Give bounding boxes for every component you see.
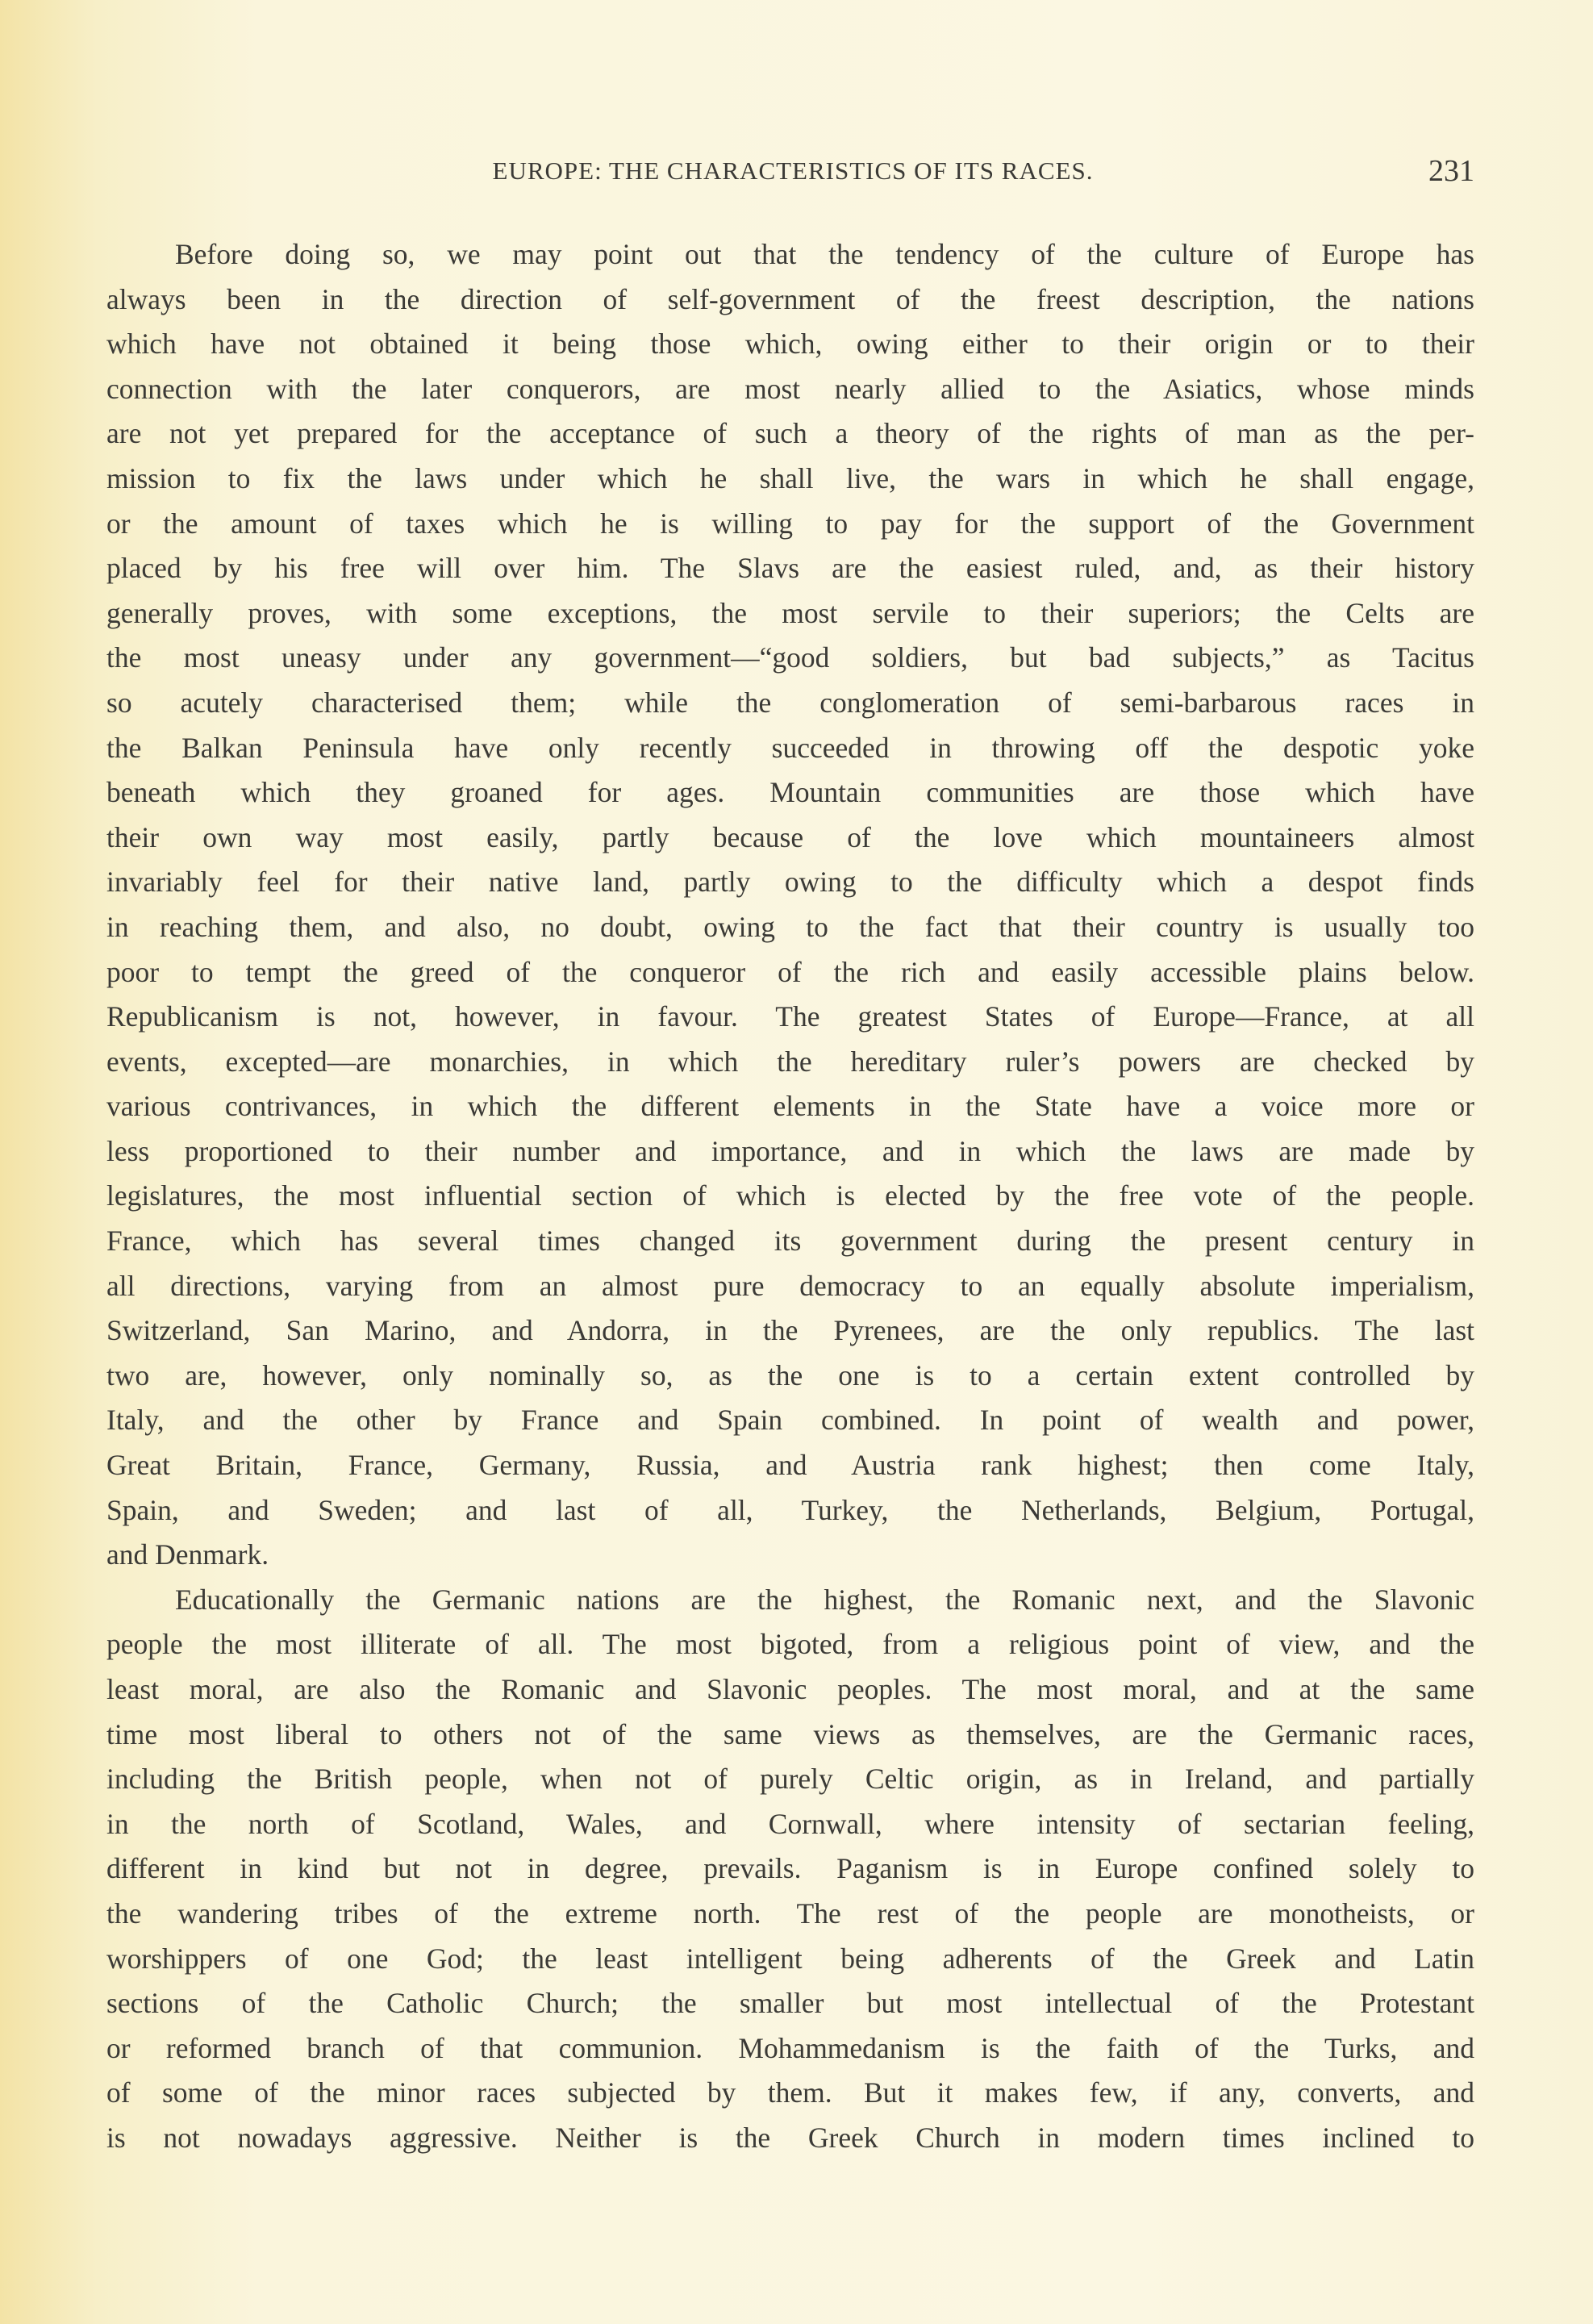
text-line: less proportioned to their number and importance, and in which the laws are made by xyxy=(106,1134,1474,1167)
text-line: Spain, and Sweden; and last of all, Turkey, the Netherlands, Belgium, Portugal, xyxy=(106,1493,1474,1526)
text-line: their own way most easily, partly because of the love which mountaineers almost xyxy=(106,820,1474,853)
text-line: least moral, are also the Romanic and Slavonic peoples. The most moral, and at the same xyxy=(106,1673,1474,1705)
text-line: people the most illiterate of all. The most bigoted, from a religious point of view, and the xyxy=(106,1628,1474,1661)
text-line: so acutely characterised them; while the conglomeration of semi-barbarous races in xyxy=(106,686,1474,719)
text-line: Educationally the Germanic nations are the highest, the Romanic next, and the Slavonic xyxy=(175,1583,1474,1616)
text-line: are not yet prepared for the acceptance of such a theory of the rights of man as the per- xyxy=(106,417,1474,450)
text-line: placed by his free will over him. The Slavs are the easiest ruled, and, as their history xyxy=(106,552,1474,585)
text-line: all directions, varying from an almost pure democracy to an equally absolute imperialism, xyxy=(106,1269,1474,1302)
text-line: poor to tempt the greed of the conqueror of the rich and easily accessible plains below. xyxy=(106,955,1474,988)
text-line: the wandering tribes of the extreme north. The rest of the people are monotheists, or xyxy=(106,1896,1474,1930)
text-line: including the British people, when not of purely Celtic origin, as in Ireland, and partially xyxy=(106,1763,1474,1796)
page-number: 231 xyxy=(1428,154,1474,188)
text-line: the Balkan Peninsula have only recently succeeded in throwing off the despotic yoke xyxy=(106,731,1474,764)
text-line: of some of the minor races subjected by them. But it makes few, if any, converts, and xyxy=(106,2076,1474,2109)
text-line: Before doing so, we may point out that the tendency of the culture of Europe has xyxy=(175,238,1474,270)
text-line: connection with the later conquerors, are most nearly allied to the Asiatics, whose minds xyxy=(106,372,1474,405)
running-title: EUROPE: THE CHARACTERISTICS OF ITS RACES. xyxy=(492,156,1094,185)
paragraph xyxy=(106,232,1474,1578)
text-line: always been in the direction of self-government of the freest description, the nations xyxy=(106,282,1474,315)
text-line: generally proves, with some exceptions, the most servile to their superiors; the Celts are xyxy=(106,596,1474,629)
text-line: in reaching them, and also, no doubt, owing to the fact that their country is usually too xyxy=(106,910,1474,943)
text-line: Italy, and the other by France and Spain combined. In point of wealth and power, xyxy=(106,1404,1474,1437)
text-line: various contrivances, in which the different elements in the State have a voice more or xyxy=(106,1090,1474,1123)
text-line: different in kind but not in degree, prevails. Paganism is in Europe confined solely to xyxy=(106,1852,1474,1885)
text-line: France, which has several times changed its government during the present century in xyxy=(106,1225,1474,1258)
text-line: the most uneasy under any government—“good soldiers, but bad subjects,” as Tacitus xyxy=(106,641,1474,674)
text-line: invariably feel for their native land, partly owing to the difficulty which a despot finds xyxy=(106,866,1474,899)
text-line: mission to fix the laws under which he shall live, the wars in which he shall engage, xyxy=(106,461,1474,494)
text-line: sections of the Catholic Church; the smaller but most intellectual of the Protestant xyxy=(106,1987,1474,2020)
text-line: time most liberal to others not of the same views as themselves, are the Germanic races, xyxy=(106,1717,1474,1750)
paragraph xyxy=(106,1578,1474,2161)
text-line: and Denmark. xyxy=(106,1538,269,1571)
text-line: Republicanism is not, however, in favour. The greatest States of Europe—France, at all xyxy=(106,1000,1474,1033)
text-line: in the north of Scotland, Wales, and Cornwall, where intensity of sectarian feeling, xyxy=(106,1807,1474,1840)
page-header xyxy=(0,153,1593,194)
text-line: beneath which they groaned for ages. Mountain communities are those which have xyxy=(106,776,1474,809)
text-line: is not nowadays aggressive. Neither is the Greek Church in modern times inclined to xyxy=(106,2121,1474,2154)
text-line: or the amount of taxes which he is willing to pay for the support of the Government xyxy=(106,507,1474,540)
text-line: events, excepted—are monarchies, in which the hereditary ruler’s powers are checked by xyxy=(106,1045,1474,1078)
text-line: worshippers of one God; the least intelligent being adherents of the Greek and Latin xyxy=(106,1942,1474,1975)
text-line: Switzerland, San Marino, and Andorra, in the Pyrenees, are the only republics. The last xyxy=(106,1314,1474,1347)
text-line: or reformed branch of that communion. Mohammedanism is the faith of the Turks, and xyxy=(106,2031,1474,2064)
text-line: Great Britain, France, Germany, Russia, and Austria rank highest; then come Italy, xyxy=(106,1449,1474,1482)
text-line: which have not obtained it being those which, owing either to their origin or to their xyxy=(106,328,1474,361)
body-text xyxy=(106,232,1474,2161)
text-line: legislatures, the most influential section of which is elected by the free vote of the people. xyxy=(106,1179,1474,1212)
text-line: two are, however, only nominally so, as the one is to a certain extent controlled by xyxy=(106,1358,1474,1391)
